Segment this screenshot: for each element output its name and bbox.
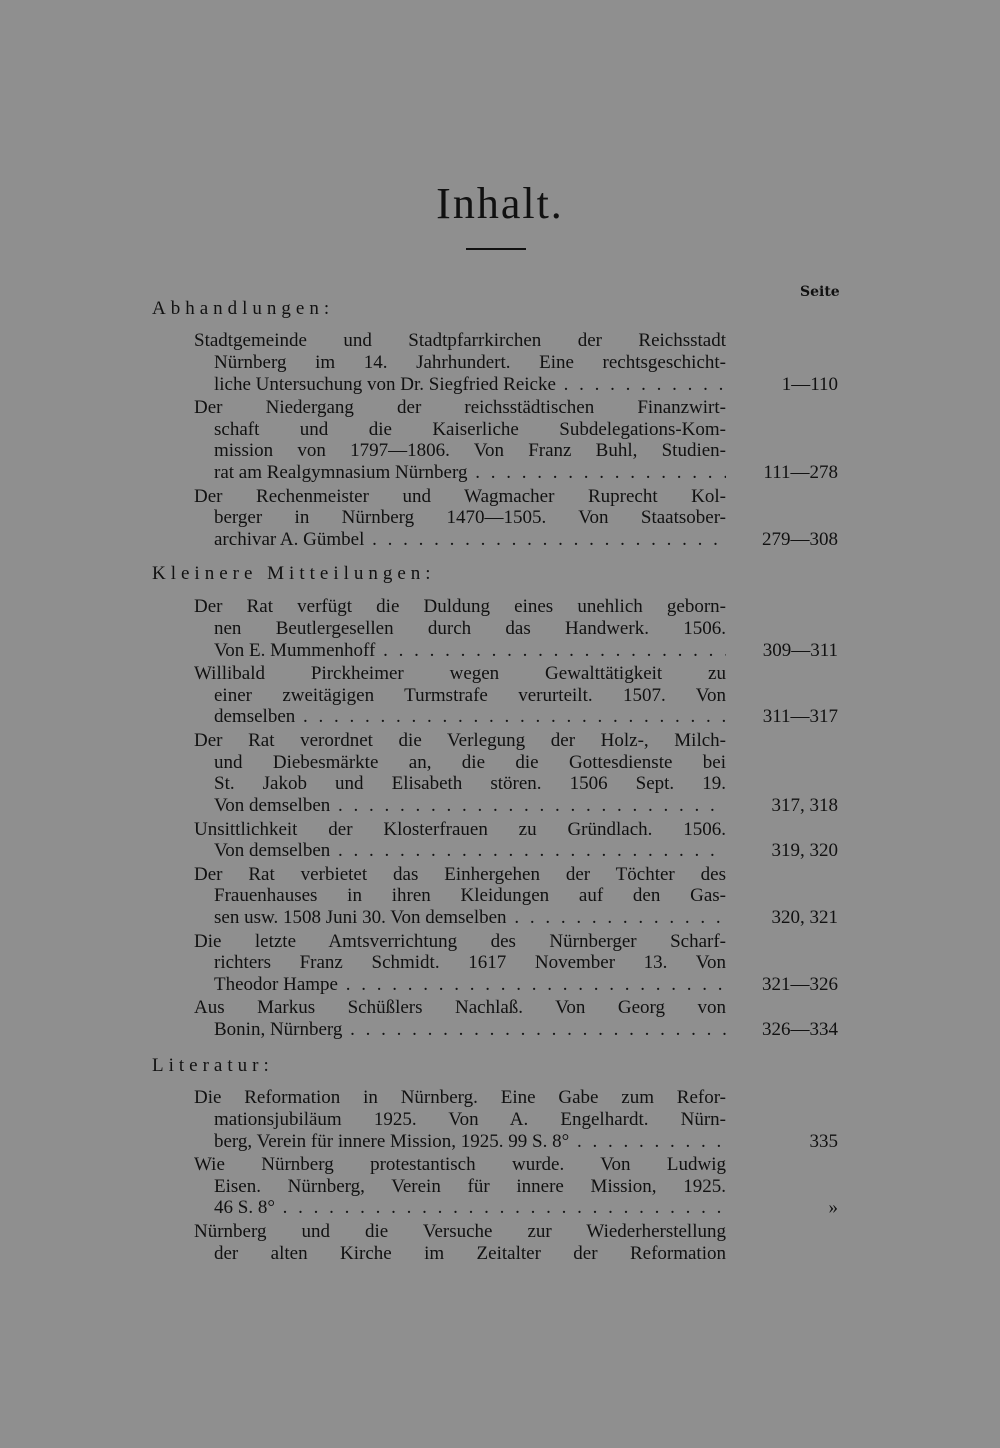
toc-entry-line: Die Reformation in Nürnberg. Eine Gabe zum Refor- [194, 1087, 726, 1108]
toc-entry-last-text: archivar A. Gümbel . . . [214, 529, 726, 551]
toc-entry-last-line [194, 640, 838, 662]
toc-entry-pages: 335 [809, 1130, 838, 1152]
section-heading-literatur: Literatur: [152, 1055, 274, 1076]
toc-entry-last-text: liche Untersuchung von Dr. Siegfried Reicke . . . [214, 374, 726, 396]
toc-entry-last-text: berg, Verein für innere Mission, 1925. 99 S. 8° . . . [214, 1131, 726, 1153]
toc-entry [194, 330, 838, 395]
toc-entry-last-text: Bonin, Nürnberg . . . [214, 1019, 726, 1041]
toc-entry-line: der alten Kirche im Zeitalter der Reformation [214, 1242, 726, 1264]
toc-entry-pages: 320, 321 [771, 907, 838, 929]
toc-entry [194, 486, 838, 551]
toc-entry-last-text: 46 S. 8° . . . [214, 1197, 726, 1219]
toc-entry-line: einer zweitägigen Turmstrafe verurteilt. 1507. Von [214, 684, 726, 706]
toc-entry-line: mationsjubiläum 1925. Von A. Engelhardt. Nürn- [214, 1108, 726, 1130]
toc-entry-last-line [194, 907, 838, 929]
toc-entry-line: Stadtgemeinde und Stadtpfarrkirchen der Reichsstadt [194, 330, 726, 351]
toc-entry-line: berger in Nürnberg 1470—1505. Von Staatsober- [214, 507, 726, 529]
toc-entry-line: Frauenhauses in ihren Kleidungen auf den Gas- [214, 885, 726, 907]
toc-entry-last-line [194, 795, 838, 817]
toc-entry-last-text: sen usw. 1508 Juni 30. Von demselben . . . [214, 907, 726, 929]
toc-entry-last-line [194, 1197, 838, 1219]
toc-entry-pages: 317, 318 [771, 795, 838, 817]
page-title: Inhalt. [436, 179, 564, 228]
toc-entry-line: Unsittlichkeit der Klosterfrauen zu Gründlach. 1506. [194, 818, 726, 840]
page-column-label: Seite [800, 284, 840, 300]
toc-entry-line: mission von 1797—1806. Von Franz Buhl, Studien- [214, 440, 726, 462]
toc-entry-line: Wie Nürnberg protestantisch wurde. Von Ludwig [194, 1153, 726, 1175]
title-rule [466, 248, 526, 250]
toc-entry [194, 1154, 838, 1219]
section-heading-mitteilungen: Kleinere Mitteilungen: [152, 563, 436, 584]
toc-entry-line: richters Franz Schmidt. 1617 November 13. Von [214, 952, 726, 974]
toc-entry-last-line [194, 1131, 838, 1153]
toc-entry-pages: 321—326 [762, 974, 838, 996]
toc-entry-line: Der Rechenmeister und Wagmacher Ruprecht Kol- [194, 485, 726, 507]
toc-entry-line: Nürnberg und die Versuche zur Wiederherstellung [194, 1220, 726, 1242]
toc-entry-last-line [194, 840, 838, 862]
toc-entry [194, 864, 838, 929]
toc-entry-line: Der Rat verfügt die Duldung eines unehlich geborn- [194, 596, 726, 617]
toc-entry-last-text: Von demselben . . . [214, 840, 726, 862]
toc-entry-pages: 279—308 [762, 529, 838, 551]
toc-entry-pages: 309—311 [762, 639, 838, 661]
toc-entry-pages: » [828, 1197, 838, 1219]
toc-entry-last-text: demselben . . . [214, 706, 726, 728]
toc-entry-line: Der Niedergang der reichsstädtischen Finanzwirt- [194, 396, 726, 418]
toc-entry-last-line [194, 462, 838, 484]
toc-entry-line: nen Beutlergesellen durch das Handwerk. 1506. [214, 617, 726, 639]
toc-entry-line: Der Rat verordnet die Verlegung der Holz-, Milch- [194, 729, 726, 751]
toc-entry-line: und Diebesmärkte an, die die Gottesdienste bei [214, 751, 726, 773]
toc-entry-last-line [194, 974, 838, 996]
toc-entry [194, 931, 838, 996]
toc-entry [194, 997, 838, 1041]
toc-entry-line: schaft und die Kaiserliche Subdelegations-Kom- [214, 418, 726, 440]
toc-entry-last-line [194, 706, 838, 728]
toc-entry [194, 663, 838, 728]
toc-entry [194, 730, 838, 817]
toc-entry [194, 596, 838, 661]
toc-entry-pages: 111—278 [763, 462, 838, 484]
toc-entry-last-text: rat am Realgymnasium Nürnberg . . . [214, 462, 726, 484]
toc-entry-last-line [194, 529, 838, 551]
toc-entry-line: Die letzte Amtsverrichtung des Nürnberger Scharf- [194, 930, 726, 952]
toc-entry-pages: 319, 320 [771, 840, 838, 862]
toc-entry-line: Willibald Pirckheimer wegen Gewalttätigkeit zu [194, 662, 726, 684]
toc-entry-last-line [194, 374, 838, 396]
toc-entry-line: Eisen. Nürnberg, Verein für innere Mission, 1925. [214, 1175, 726, 1197]
toc-entry [194, 1087, 838, 1152]
toc-entry-last-text: Theodor Hampe . . . [214, 974, 726, 996]
toc-entry-pages: 326—334 [762, 1019, 838, 1041]
toc-entry-last-line [194, 1019, 838, 1041]
toc-entry [194, 397, 838, 484]
toc-entry-pages: 311—317 [762, 706, 838, 728]
toc-entry-line: Nürnberg im 14. Jahrhundert. Eine rechtsgeschicht- [214, 351, 726, 373]
toc-entry-last-text: Von demselben . . . [214, 795, 726, 817]
toc-entry-line: St. Jakob und Elisabeth stören. 1506 Sept. 19. [214, 773, 726, 795]
toc-entry [194, 819, 838, 863]
toc-entry-line: Aus Markus Schüßlers Nachlaß. Von Georg von [194, 997, 726, 1019]
toc-entry-line: Der Rat verbietet das Einhergehen der Töchter des [194, 863, 726, 885]
toc-entry-last-text: Von E. Mummenhoff . . . [214, 640, 726, 662]
section-heading-abhandlungen: Abhandlungen: [152, 298, 335, 319]
toc-entry-pages: 1—110 [781, 373, 838, 395]
toc-entry [194, 1221, 838, 1265]
